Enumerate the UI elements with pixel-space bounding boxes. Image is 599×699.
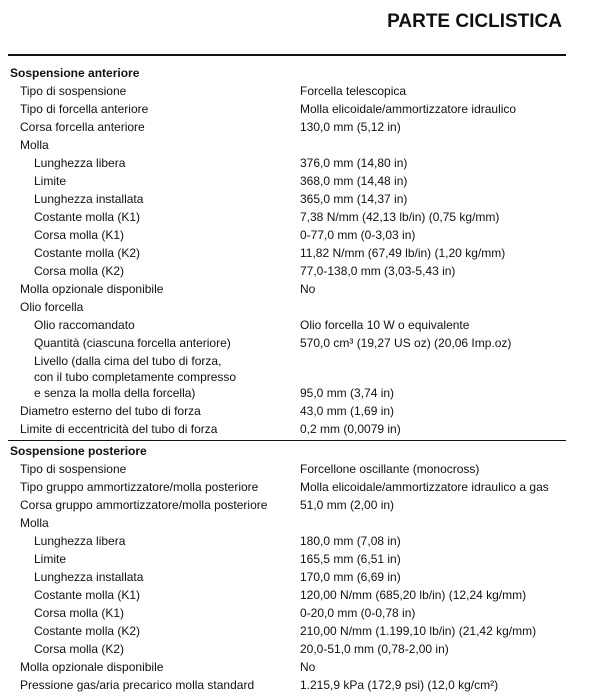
- spec-row: [8, 640, 566, 658]
- spec-value: 0,2 mm (0,0079 in): [300, 422, 401, 436]
- spec-label: Tipo di sospensione: [20, 462, 127, 476]
- spec-label: Limite: [34, 552, 67, 566]
- spec-row: [8, 172, 566, 190]
- spec-value: 570,0 cm³ (19,27 US oz) (20,06 Imp.oz): [300, 336, 512, 350]
- spec-label: Lunghezza installata: [34, 192, 144, 206]
- spec-value: [300, 136, 566, 154]
- rear-suspension-section: [8, 443, 566, 694]
- spec-row: [8, 82, 566, 100]
- spec-label: Costante molla (K2): [34, 246, 141, 260]
- spec-row: [8, 316, 566, 334]
- spec-rows: [8, 82, 566, 438]
- spec-label: Limite: [34, 174, 67, 188]
- spec-value: 1.215,9 kPa (172,9 psi) (12,0 kg/cm²): [300, 678, 499, 692]
- spec-label: Molla: [20, 516, 49, 530]
- spec-value: 95,0 mm (3,74 in): [300, 386, 395, 400]
- spec-row: [8, 280, 566, 298]
- spec-row: [8, 352, 566, 402]
- spec-label: Tipo gruppo ammortizzatore/molla posteriore: [20, 480, 259, 494]
- spec-value: 170,0 mm (6,69 in): [300, 570, 401, 584]
- spec-label: Corsa gruppo ammortizzatore/molla posteriore: [20, 498, 268, 512]
- spec-label: Diametro esterno del tubo di forza: [20, 404, 201, 418]
- spec-value: Molla elicoidale/ammortizzatore idraulico a gas: [300, 480, 549, 494]
- spec-label: Tipo di sospensione: [20, 84, 127, 98]
- spec-value: 210,00 N/mm (1.199,10 lb/in) (21,42 kg/mm): [300, 624, 537, 638]
- header-rule: [8, 54, 566, 56]
- section-heading: Sospensione anteriore: [10, 66, 140, 80]
- spec-row: [8, 622, 566, 640]
- page-title: PARTE CICLISTICA: [387, 11, 562, 32]
- spec-value: 368,0 mm (14,48 in): [300, 174, 408, 188]
- spec-value: 0-20,0 mm (0-0,78 in): [300, 606, 416, 620]
- spec-value: 11,82 N/mm (67,49 lb/in) (1,20 kg/mm): [300, 246, 506, 260]
- spec-value: No: [300, 282, 316, 296]
- spec-label: Costante molla (K1): [34, 588, 141, 602]
- spec-row: [8, 550, 566, 568]
- spec-label: Olio raccomandato: [34, 318, 135, 332]
- spec-value: 77,0-138,0 mm (3,03-5,43 in): [300, 264, 456, 278]
- spec-value: Molla elicoidale/ammortizzatore idraulico: [300, 102, 517, 116]
- spec-value: 365,0 mm (14,37 in): [300, 192, 408, 206]
- spec-label: Tipo di forcella anteriore: [20, 102, 149, 116]
- spec-label: Lunghezza libera: [34, 156, 126, 170]
- spec-row: [8, 244, 566, 262]
- spec-label: Limite di eccentricità del tubo di forza: [20, 422, 218, 436]
- spec-value: [300, 298, 566, 316]
- spec-value: 120,00 N/mm (685,20 lb/in) (12,24 kg/mm): [300, 588, 527, 602]
- spec-row: [8, 334, 566, 352]
- spec-value: 43,0 mm (1,69 in): [300, 404, 395, 418]
- spec-row: [8, 676, 566, 694]
- spec-label: Corsa molla (K1): [34, 606, 125, 620]
- spec-row: [8, 532, 566, 550]
- spec-label: Corsa molla (K2): [34, 642, 125, 656]
- spec-rows: [8, 460, 566, 694]
- spec-label: Livello (dalla cima del tubo di forza, con il tubo completamente compresso e senza la molla della forcella): [34, 354, 237, 400]
- spec-row: [8, 460, 566, 478]
- spec-row: [8, 604, 566, 622]
- spec-row: [8, 402, 566, 420]
- spec-row: [8, 262, 566, 280]
- spec-row: [8, 514, 566, 532]
- spec-row: [8, 190, 566, 208]
- spec-row: [8, 298, 566, 316]
- spec-label: Olio forcella: [20, 300, 84, 314]
- spec-value: 20,0-51,0 mm (0,78-2,00 in): [300, 642, 449, 656]
- spec-label: Corsa molla (K2): [34, 264, 125, 278]
- spec-label: Costante molla (K2): [34, 624, 141, 638]
- spec-value: Forcellone oscillante (monocross): [300, 462, 480, 476]
- spec-row: [8, 496, 566, 514]
- spec-label: Quantità (ciascuna forcella anteriore): [34, 336, 231, 350]
- spec-row: [8, 118, 566, 136]
- spec-value: 376,0 mm (14,80 in): [300, 156, 408, 170]
- spec-row: [8, 226, 566, 244]
- spec-row: [8, 478, 566, 496]
- spec-value: No: [300, 660, 316, 674]
- section-heading: Sospensione posteriore: [10, 444, 147, 458]
- spec-value: 130,0 mm (5,12 in): [300, 120, 401, 134]
- spec-row: [8, 586, 566, 604]
- spec-value: 51,0 mm (2,00 in): [300, 498, 395, 512]
- spec-label: Costante molla (K1): [34, 210, 141, 224]
- spec-value: 180,0 mm (7,08 in): [300, 534, 401, 548]
- spec-row: [8, 154, 566, 172]
- spec-row: [8, 208, 566, 226]
- spec-value: Olio forcella 10 W o equivalente: [300, 318, 470, 332]
- spec-row: [8, 136, 566, 154]
- spec-row: [8, 568, 566, 586]
- spec-value: Forcella telescopica: [300, 84, 407, 98]
- spec-label: Corsa forcella anteriore: [20, 120, 145, 134]
- spec-value: 0-77,0 mm (0-3,03 in): [300, 228, 416, 242]
- spec-value: 165,5 mm (6,51 in): [300, 552, 401, 566]
- section-divider: [8, 440, 566, 441]
- spec-label: Lunghezza installata: [34, 570, 144, 584]
- spec-value: 7,38 N/mm (42,13 lb/in) (0,75 kg/mm): [300, 210, 500, 224]
- spec-label: Molla opzionale disponibile: [20, 282, 164, 296]
- spec-value: [300, 514, 566, 532]
- spec-label: Pressione gas/aria precarico molla standard: [20, 678, 255, 692]
- front-suspension-section: [8, 65, 566, 438]
- spec-row: [8, 658, 566, 676]
- spec-label: Molla: [20, 138, 49, 152]
- spec-label: Lunghezza libera: [34, 534, 126, 548]
- spec-row: [8, 420, 566, 438]
- spec-label: Molla opzionale disponibile: [20, 660, 164, 674]
- spec-row: [8, 100, 566, 118]
- spec-label: Corsa molla (K1): [34, 228, 125, 242]
